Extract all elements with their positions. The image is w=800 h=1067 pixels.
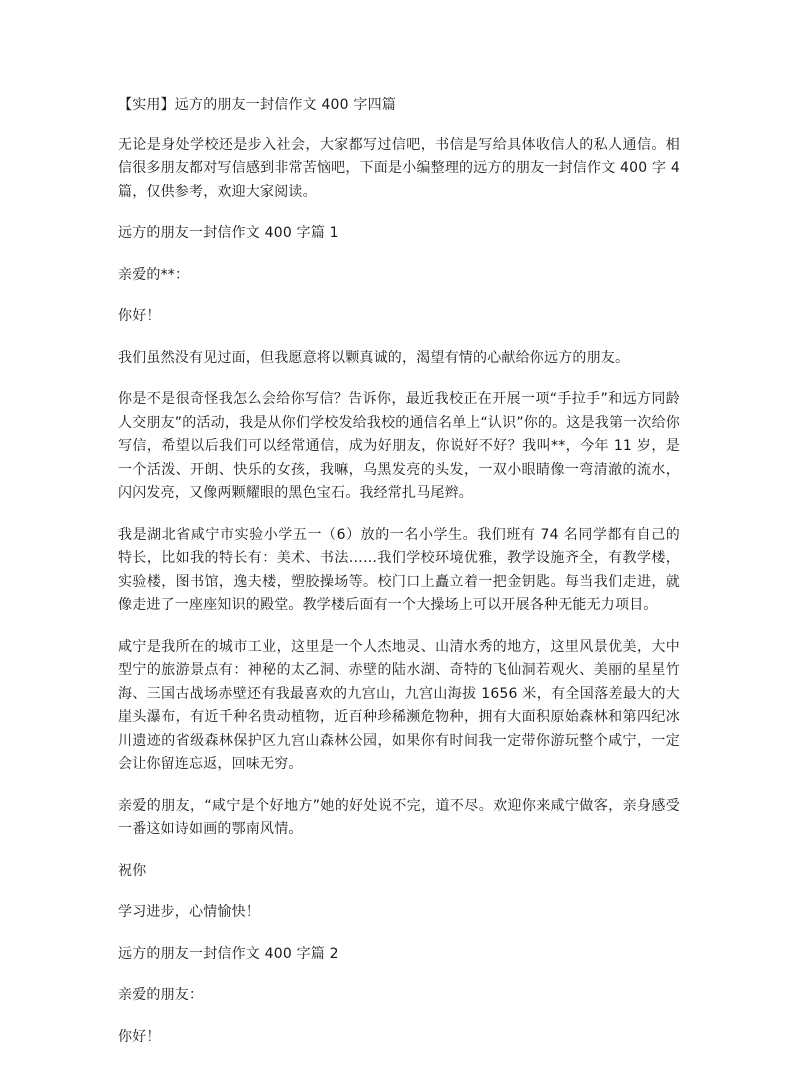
essay-1-paragraph-5: 亲爱的朋友，“咸宁是个好地方”她的好处说不完，道不尽。欢迎你来咸宁做客，亲身感受一番这如诗如画的鄂南风情。: [118, 797, 680, 837]
essay-1-paragraph-4: 咸宁是我所在的城市工业，这里是一个人杰地灵、山清水秀的地方，这里风景优美，大中型宁的旅游景点有：神秘的太乙洞、赤壁的陆水湖、奇特的飞仙洞若观火、美丽的星星竹海、三国古战场赤壁还有我最喜欢的九宫山，九宫山海拔 1656 米，有全国落差最大的大崖头瀑布，有近千种名贵动植物，近百种珍稀濒危物种，拥有大面积原始森林和第四纪冰川遗迹的省级森林保护区九宫山森林公园，如果你有时间我一定带你游玩整个咸宁，一定会让你留连忘返，回味无穷。: [118, 638, 680, 772]
essay-1-closing: 祝你: [118, 862, 147, 879]
essay-1-heading: 远方的朋友一封信作文 400 字篇 1: [118, 225, 339, 241]
document-title: 【实用】远方的朋友一封信作文 400 字四篇: [118, 97, 397, 113]
essay-2-salutation: 亲爱的朋友：: [118, 987, 204, 1003]
essay-2-greeting: 你好！: [118, 1028, 161, 1045]
essay-1-salutation: 亲爱的**：: [118, 266, 190, 283]
essay-1-paragraph-3: 我是湖北省咸宁市实验小学五一（6）放的一名小学生。我们班有 74 名同学都有自己的特长，比如我的特长有：美术、书法……我们学校环境优雅，教学设施齐全，有教学楼，实验楼，图书馆，逸夫楼，塑胶操场等。校门口上矗立着一把金钥匙。每当我们走进，就像走进了一座座知识的殿堂。教学楼后面有一个大操场上可以开展各种无能无力项目。: [118, 526, 680, 613]
essay-2-heading: 远方的朋友一封信作文 400 字篇 2: [118, 945, 339, 962]
document-content: [118, 94, 680, 1067]
essay-1-wish: 学习进步，心情愉快！: [118, 904, 260, 920]
intro-paragraph: 无论是身处学校还是步入社会，大家都写过信吧，书信是写给具体收信人的私人通信。相信很多朋友都对写信感到非常苦恼吧，下面是小编整理的远方的朋友一封信作文 400 字 4 篇，仅供参考，欢迎大家阅读。: [118, 136, 680, 200]
essay-1-greeting: 你好！: [118, 308, 161, 324]
essay-1-paragraph-2: 你是不是很奇怪我怎么会给你写信？告诉你，最近我校正在开展一项“手拉手”和远方同龄人交朋友”的活动，我是从你们学校发给我校的通信名单上“认识”你的。这是我第一次给你写信，希望以后我们可以经常通信，成为好朋友，你说好不好？我叫**，今年 11 岁，是一个活泼、开朗、快乐的女孩，我嘛，乌黑发亮的头发，一双小眼睛像一弯清澈的流水，闪闪发亮，又像两颗耀眼的黑色宝石。我经常扎马尾辫。: [118, 391, 680, 501]
essay-1-paragraph-1: 我们虽然没有见过面，但我愿意将以颗真诚的，渴望有情的心献给你远方的朋友。: [118, 349, 630, 366]
